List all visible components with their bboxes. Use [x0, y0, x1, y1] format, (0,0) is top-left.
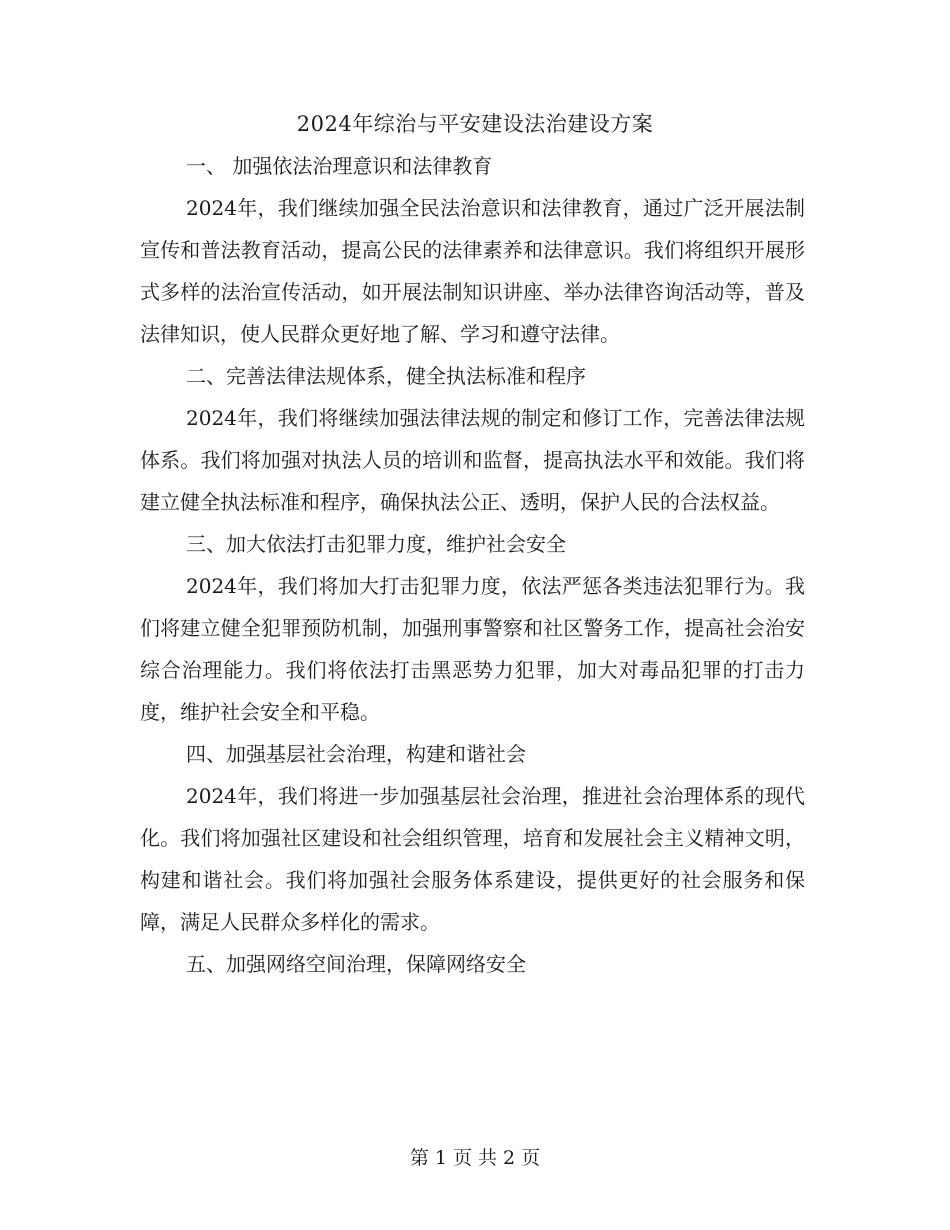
section-heading: 三、加大依法打击犯罪力度，维护社会安全: [186, 532, 566, 556]
section-1: [140, 145, 805, 355]
section-heading: 一、 加强依法治理意识和法律教育: [186, 154, 493, 178]
section-5: [140, 943, 805, 985]
document-body: [140, 145, 805, 985]
section-paragraph: 2024年，我们继续加强全民法治意识和法律教育，通过广泛开展法制宣传和普法教育活动，提高公民的法律素养和法律意识。我们将组织开展形式多样的法治宣传活动，如开展法制知识讲座、举办法律咨询活动等，普及法律知识，使人民群众更好地了解、学习和遵守法律。: [140, 196, 805, 346]
section-paragraph: 2024年，我们将继续加强法律法规的制定和修订工作，完善法律法规体系。我们将加强对执法人员的培训和监督，提高执法水平和效能。我们将建立健全执法标准和程序，确保执法公正、透明，保护人民的合法权益。: [140, 406, 805, 514]
document-title: 2024年综治与平安建设法治建设方案: [296, 112, 654, 136]
section-heading: 五、加强网络空间治理，保障网络安全: [186, 952, 526, 976]
section-4: [140, 733, 805, 943]
section-paragraph: 2024年，我们将进一步加强基层社会治理，推进社会治理体系的现代化。我们将加强社区建设和社会组织管理，培育和发展社会主义精神文明，构建和谐社会。我们将加强社会服务体系建设，提供更好的社会服务和保障，满足人民群众多样化的需求。: [140, 784, 805, 934]
section-3: [140, 523, 805, 733]
section-paragraph: 2024年，我们将加大打击犯罪力度，依法严惩各类违法犯罪行为。我们将建立健全犯罪预防机制，加强刑事警察和社区警务工作，提高社会治安综合治理能力。我们将依法打击黑恶势力犯罪，加大对毒品犯罪的打击力度，维护社会安全和平稳。: [140, 574, 805, 724]
section-2: [140, 355, 805, 523]
section-heading: 四、加强基层社会治理，构建和谐社会: [186, 742, 526, 766]
section-heading: 二、完善法律法规体系，健全执法标准和程序: [186, 364, 586, 388]
page-number-footer: 第 1 页 共 2 页: [409, 1147, 541, 1169]
